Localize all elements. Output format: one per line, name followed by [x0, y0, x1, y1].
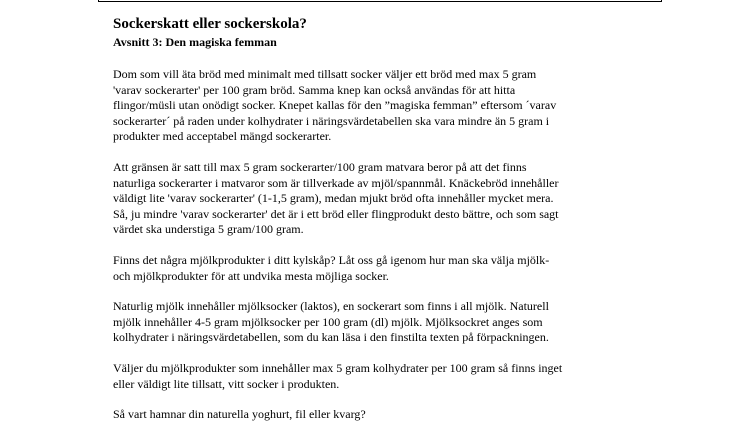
text-line: naturliga sockerarter i matvaror som är tillverkade av mjöl/spannmål. Knäckebröd innehåller: [113, 175, 559, 190]
text-line: 'varav sockerarter' per 100 gram bröd. Samma knep kan också användas för att hitta: [113, 82, 516, 97]
document-subtitle: Avsnitt 3: Den magiska femman: [113, 35, 277, 49]
document-title: Sockerskatt eller sockerskola?: [113, 16, 307, 32]
text-line: flingor/müsli utan onödigt socker. Knepet kallas för den ”magiska femman” eftersom ´varav: [113, 98, 557, 113]
page-top-border: [98, 0, 662, 2]
text-line: Så vart hamnar din naturella yoghurt, fil eller kvarg?: [113, 407, 366, 422]
paragraph-magic-five: [113, 67, 653, 145]
paragraph-yoghurt-question: [113, 407, 653, 423]
text-line: värdet ska understiga 5 gram/100 gram.: [113, 222, 304, 237]
paragraph-choose-milk-products: [113, 361, 653, 392]
text-line: Finns det några mjölkprodukter i ditt kylskåp? Låt oss gå igenom hur man ska välja mjölk-: [113, 252, 550, 267]
text-line: eller väldigt lite tillsatt, vitt socker i produkten.: [113, 376, 340, 391]
text-line: Naturlig mjölk innehåller mjölksocker (laktos), en sockerart som finns i all mjölk. Naturell: [113, 299, 549, 314]
text-line: och mjölkprodukter för att undvika mesta möjliga socker.: [113, 268, 389, 283]
text-line: väldigt lite 'varav sockerarter' (1-1,5 gram), medan mjukt bröd ofta innehåller mycket mera.: [113, 191, 554, 206]
document-body: [113, 15, 653, 423]
text-line: produkter med acceptabel mängd sockerarter.: [113, 129, 332, 144]
text-line: Att gränsen är satt till max 5 gram sockerarter/100 gram matvara beror på att det finns: [113, 159, 527, 174]
paragraph-lactose: [113, 299, 653, 346]
text-line: kolhydrater i näringsvärdetabellen, som du kan läsa i den finstilta texten på förpackningen.: [113, 330, 549, 345]
text-line: Väljer du mjölkprodukter som innehåller max 5 gram kolhydrater per 100 gram så finns inget: [113, 360, 563, 375]
paragraph-milk-products-intro: [113, 253, 653, 284]
text-line: mjölk innehåller 4-5 gram mjölksocker per 100 gram (dl) mjölk. Mjölksockret anges som: [113, 314, 543, 329]
text-line: Dom som vill äta bröd med minimalt med tillsatt socker väljer ett bröd med max 5 gram: [113, 67, 537, 81]
text-line: Så, ju mindre 'varav sockerarter' det är i ett bröd eller flingprodukt desto bättre, och som sagt: [113, 206, 559, 221]
text-line: sockerarter´ på raden under kolhydrater i näringsvärdetabellen ska vara mindre än 5 gram i: [113, 113, 550, 128]
paragraph-sugar-limit: [113, 160, 653, 238]
